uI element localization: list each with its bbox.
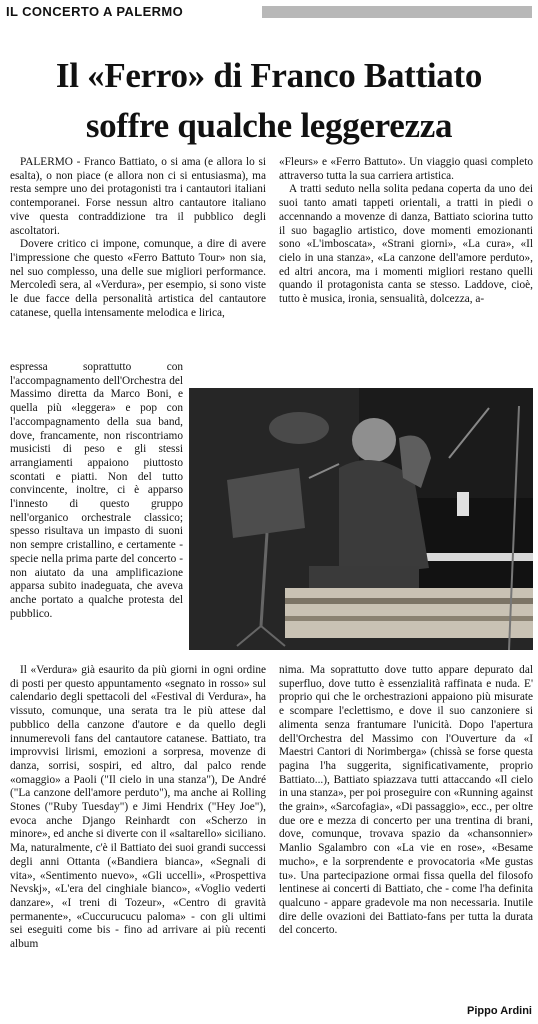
paragraph: Il «Verdura» già esaurito da più giorni in ogni ordine di posti per questo appuntamento «segnato in rosso» sul calendario degli spettacoli del «Festival di Verdura», ha vissuto, comunque, una serata tra le più attese dal pubblico della canzone d'autore e da quello degli innumerevoli fans del cantautore catanese. Battiato, tra improvvisi lirismi, emozioni a sorpresa, movenze di danza, sorrisi, sospiri, ed altro, dal palco rende «omaggio» a Paoli ("Il cielo in una stanza"), De André ("La canzone dell'amore perduto"), ma anche ai Rolling Stones ("Ruby Tuesday") e Jimi Hendrix ("Hey Joe"), evoca anche Django Reinhardt con «Scherzo in minore», ed anche si diverte con il «saltarello» siciliano. Ma, naturalmente, c'è il Battiato dei suoi grandi successi degli anni Ottanta («Bandiera bianca», «Segnali di vita», «Sentimento nuevo», «Gli uccelli», «Prospettiva Nevskj», «L'era del cinghiale bianco», «Voglio vederti danzare», «I treni di Tozeur», «Centro di gravità permanente», «Cuccurucucu paloma» - con gli ultimi sei eseguiti come bis - fino ad arrivare ai più recenti album [10,664,266,951]
section-header [6,4,532,20]
column-1-narrow [10,361,183,621]
column-2-bottom [279,664,533,938]
paragraph: «Fleurs» e «Ferro Battuto». Un viaggio quasi completo attraverso tutta la sua carriera artistica. [279,156,533,182]
section-rule [262,6,532,18]
byline: Pippo Ardini [467,1005,532,1017]
column-2-top [279,156,533,307]
paragraph: nima. Ma soprattutto dove tutto appare depurato dal superfluo, dove tutto è essenzialità raffinata e nuda. E' proprio qui che le orchestrazioni appaiono più misurate e scompare l'eclettismo, e dove il suo canzoniere si alimenta senza frantumare l'unicità. Dopo l'apertura dell'Orchestra del Massimo con l'Ouverture da «I Maestri Cantori di Norimberga» (chissà se forse questa pagina l'ha suggerita, significativamente, proprio Battiato...), Battiato spiazzava tutti attaccando «Il cielo in una stanza», per poi proseguire con «Running against the grain», «Sarcofagia», «Di passaggio», ecc., per oltre due ore e mezza di concerto per una trentina di brani, dove, comunque, trovava spazio da «chansonnier» Manlio Sgalambro con «La vie en rose», «Besame mucho», e la sorprendente e provocatoria «Me gustas tu». Una partecipazione ormai fissa quella del filosofo lentinese ai concerti di Battiato, che - come l'ha definita qualcuno - appare gradevole ma non necessaria. Inutile dire delle ovazioni dei Battiato-fans per tutta la durata del concerto. [279,664,533,937]
paragraph: Dovere critico ci impone, comunque, a dire di avere l'impressione che questo «Ferro Battuto Tour» non sia, nel suo complesso, una delle sue migliori performance. Mercoledì sera, al «Verdura», per esempio, si sono viste le due facce della personalità artistica del cantautore catanese, quella intensamente melodica e lirica, [10,238,266,319]
concert-photo [189,388,533,650]
paragraph: A tratti seduto nella solita pedana coperta da uno dei suoi tanto amati tappeti orientali, a tratti in piedi o accennando a movenze di danza, Battiato sciorina tutto il suo bagaglio artistico, dove momenti emozionanti sono «L'imboscata», «Strani giorni», «La cura», «Il cielo in una stanza», «La canzone dell'amore perduto», ed altri ancora, ma i momenti migliori restano quelli quando il protagonista canta se stesso. Laddove, cioè, tutto è musica, ironia, sensualità, dolcezza, a- [279,183,533,306]
column-1-bottom [10,664,266,952]
headline-line-2: soffre qualche leggerezza [85,106,453,145]
concert-photo-illustration [189,388,533,650]
column-1-top [10,156,266,320]
headline-line-1: Il «Ferro» di Franco Battiato [55,56,483,95]
paragraph: espressa soprattutto con l'accompagnamento dell'Orchestra del Massimo diretta da Marco Boni, e quella più «leggera» e pop con l'accompagnamento della sua band, dove, francamente, non riscontriamo musicisti di peso e gli stessi arrangiamenti appaiono piuttosto scontati e piatti. Non del tutto convincente, inoltre, ci è apparso l'innesto di questo gruppo nell'organico orchestrale classico; spesso risultava un impasto di suoni non sempre cristallino, e certamente - specie nella prima parte del concerto - non aiutato da una amplificazione apparsa subito inadeguata, che aveva anche portato a qualche protesta del pubblico. [10,361,183,620]
paragraph: PALERMO - Franco Battiato, o si ama (e allora lo si esalta), o non piace (e allora non ci si entusiasma), ma resta sempre uno dei protagonisti tra i cantautori italiani contemporanei. Forse nessun altro cantautore italiano vive questa contraddizione tra il pubblico degli ascoltatori. [10,156,266,237]
section-label: IL CONCERTO A PALERMO [6,4,184,19]
